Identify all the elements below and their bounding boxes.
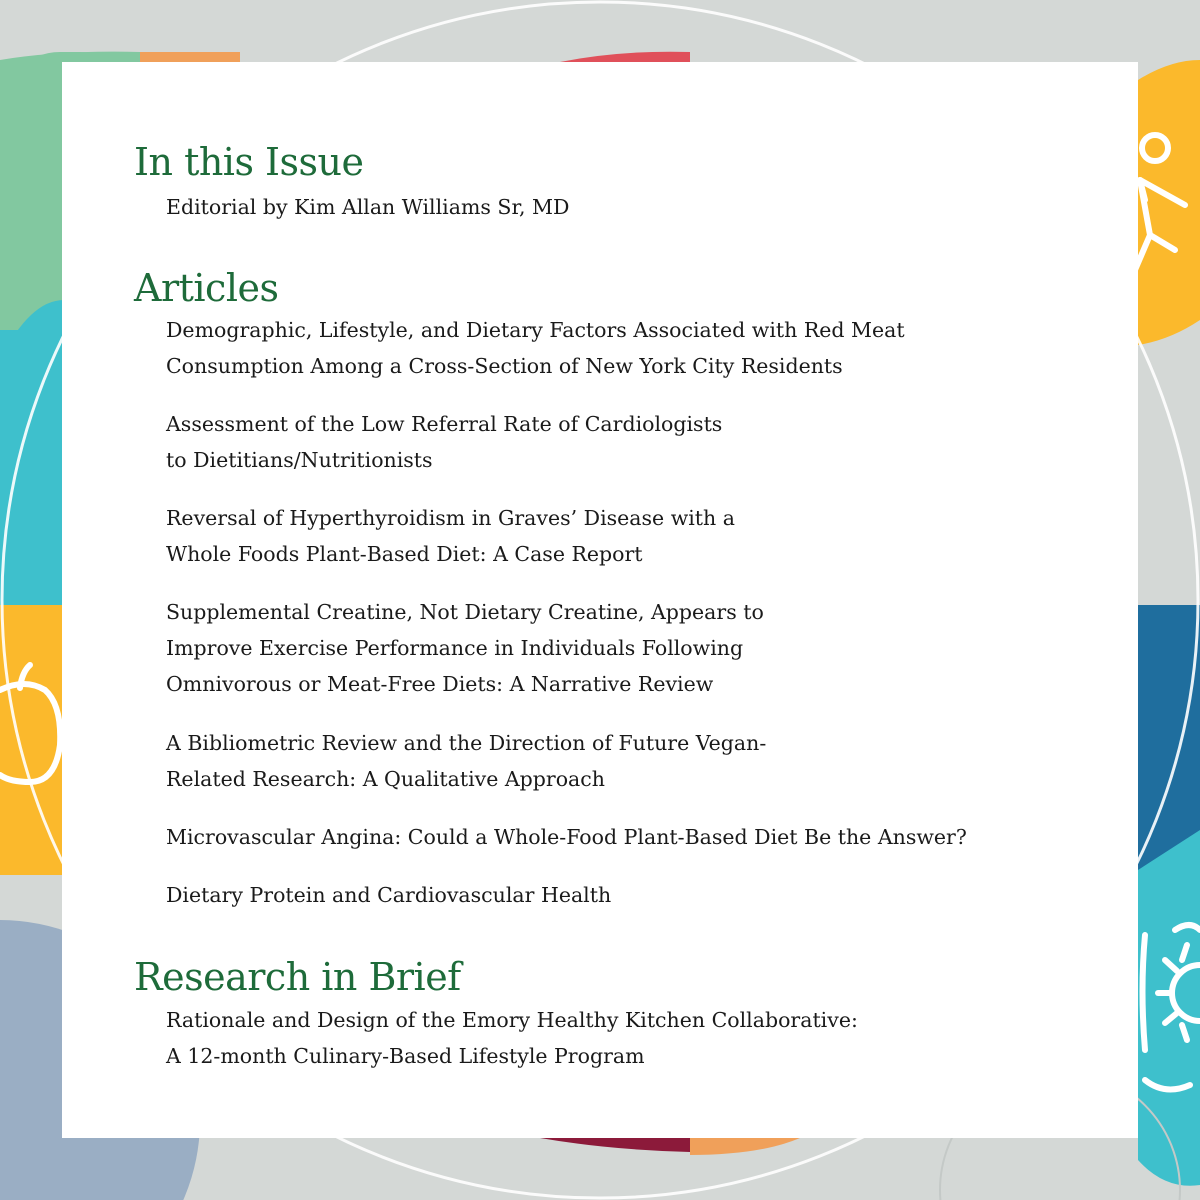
article-line: to Dietitians/Nutritionists [166, 448, 433, 472]
article-line: Consumption Among a Cross-Section of New York City Residents [166, 354, 843, 378]
article-line: Omnivorous or Meat-Free Diets: A Narrative Review [166, 672, 714, 696]
article-line: Reversal of Hyperthyroidism in Graves’ Disease with a [166, 506, 735, 530]
research-line: Rationale and Design of the Emory Healthy Kitchen Collaborative: [166, 1008, 858, 1032]
research-in-brief-heading: Research in Brief [134, 955, 461, 999]
yellow-block-right [1138, 60, 1200, 345]
teal-fill-left [0, 330, 64, 605]
article-line: Improve Exercise Performance in Individuals Following [166, 636, 744, 660]
navy-block-right [1138, 605, 1200, 870]
orange-tab-bottom [690, 1138, 800, 1155]
article-line: Microvascular Angina: Could a Whole-Food Plant-Based Diet Be the Answer? [166, 825, 967, 849]
article-item [166, 500, 735, 572]
article-item [166, 819, 967, 855]
maroon-tab-bottom [540, 1138, 690, 1152]
red-tab-top [560, 52, 690, 62]
teal-block-right [1138, 830, 1200, 1186]
research-line: A 12-month Culinary-Based Lifestyle Program [166, 1044, 645, 1068]
table-of-contents-card [62, 62, 1138, 1138]
article-item [166, 312, 905, 384]
in-this-issue-heading: In this Issue [134, 140, 364, 184]
article-item [166, 406, 722, 478]
article-item [166, 725, 766, 797]
editorial-entry: Editorial by Kim Allan Williams Sr, MD [166, 195, 570, 219]
research-item [166, 1002, 858, 1074]
article-item [166, 594, 764, 702]
article-line: Supplemental Creatine, Not Dietary Creatine, Appears to [166, 600, 764, 624]
articles-heading: Articles [134, 266, 279, 310]
article-line: Related Research: A Qualitative Approach [166, 767, 605, 791]
article-line: Dietary Protein and Cardiovascular Health [166, 883, 612, 907]
article-line: A Bibliometric Review and the Direction of Future Vegan- [166, 731, 767, 755]
article-line: Demographic, Lifestyle, and Dietary Factors Associated with Red Meat [166, 318, 905, 342]
yellow-block-left [0, 605, 64, 875]
article-line: Assessment of the Low Referral Rate of Cardiologists [166, 412, 723, 436]
article-line: Whole Foods Plant-Based Diet: A Case Report [166, 542, 643, 566]
article-item [166, 877, 611, 913]
